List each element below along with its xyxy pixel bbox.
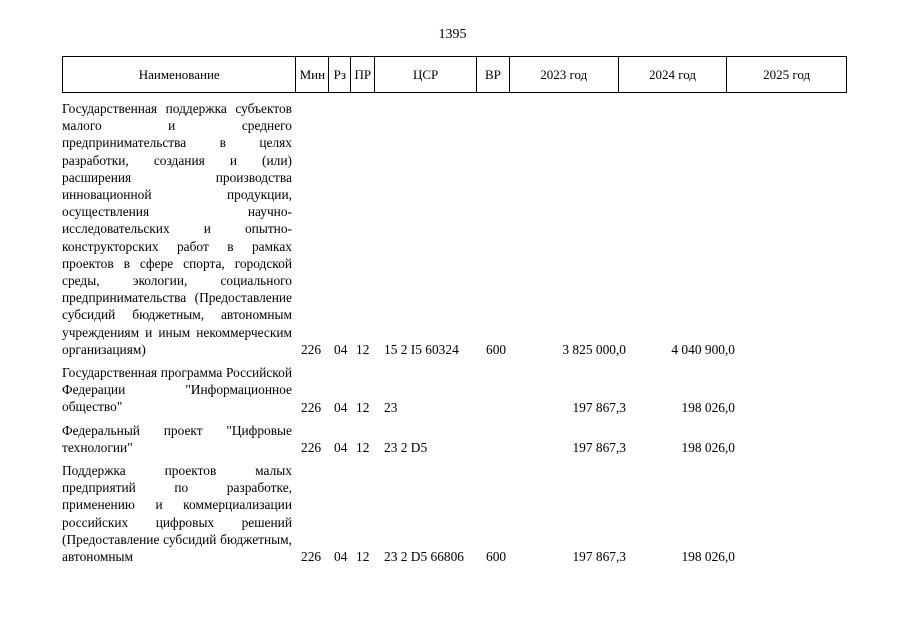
row-csr: 23 2 D5: [384, 440, 428, 456]
header-2025: 2025 год: [763, 66, 811, 82]
row-2023: 3 825 000,0: [562, 342, 626, 358]
table-row: [62, 364, 862, 416]
row-csr: 23: [384, 399, 398, 415]
table-row: [62, 100, 862, 358]
row-2024: 198 026,0: [681, 549, 735, 565]
header-2024: 2024 год: [619, 57, 728, 92]
row-2024: 4 040 900,0: [671, 342, 735, 358]
row-name: Поддержка проектов малых предприятий по разработке, применению и коммерциализации российских цифровых решений (Предоставление субсидий бюджетным, автономным: [62, 463, 292, 565]
header-name: Наименование: [63, 57, 296, 92]
row-min: 226: [301, 440, 322, 456]
row-csr: 23 2 D5 66806: [384, 549, 464, 565]
row-rz: 04: [334, 549, 348, 565]
page-number: 1395: [438, 27, 467, 42]
header-csr: ЦСР: [375, 57, 477, 92]
row-pr: 12: [356, 549, 370, 565]
row-name: Государственная поддержка субъектов малого и среднего предпринимательства в целях разработки, создания и (или) расширения производства инновационной продукции, осуществления научно-исследовательских и опытно-конструкторских работ в рамках проектов в сфере спорта, городской среды, экологии, социального предпринимательства (Предоставление субсидий бюджетным, автономным учреждениям и иным некоммерческим организациям): [62, 101, 292, 357]
row-name: Государственная программа Российской Федерации "Информационное общество": [62, 365, 292, 415]
table-body: [62, 100, 862, 571]
row-rz: 04: [334, 399, 348, 415]
row-2024: 198 026,0: [681, 440, 735, 456]
row-2024: 198 026,0: [681, 399, 735, 415]
row-vr: 600: [486, 549, 507, 565]
row-pr: 12: [356, 342, 370, 358]
row-2023: 197 867,3: [572, 549, 626, 565]
row-min: 226: [301, 342, 322, 358]
row-pr: 12: [356, 440, 370, 456]
row-pr: 12: [356, 399, 370, 415]
table-header: [62, 56, 847, 93]
header-pr: ПР: [351, 57, 375, 92]
header-rz: Рз: [329, 57, 351, 92]
row-min: 226: [301, 399, 322, 415]
row-vr: 600: [486, 342, 507, 358]
row-2023: 197 867,3: [572, 399, 626, 415]
header-min: Мин: [296, 57, 329, 92]
row-2023: 197 867,3: [572, 440, 626, 456]
row-name: Федеральный проект "Цифровые технологии": [62, 422, 292, 455]
row-rz: 04: [334, 440, 348, 456]
row-rz: 04: [334, 342, 348, 358]
table-row: [62, 422, 862, 456]
row-min: 226: [301, 549, 322, 565]
row-csr: 15 2 I5 60324: [384, 342, 459, 358]
table-row: [62, 462, 862, 565]
header-vr: ВР: [477, 57, 510, 92]
header-2023: 2023 год: [510, 57, 619, 92]
